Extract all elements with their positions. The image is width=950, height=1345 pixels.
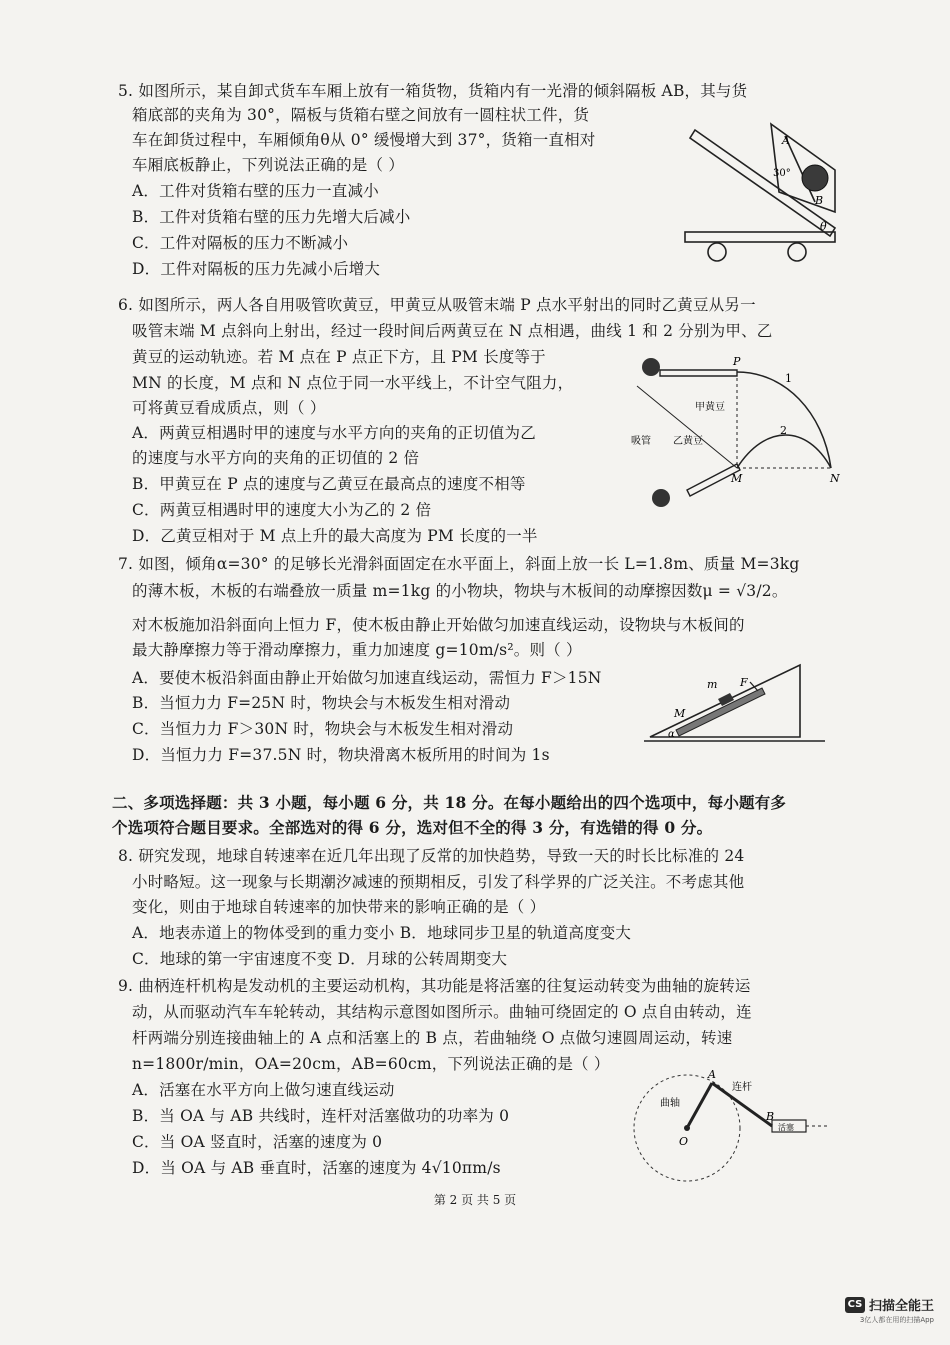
q7-line-1: 7. 如图，倾角α=30° 的足够长光滑斜面固定在水平面上，斜面上放一长 L=1.8m、质量 M=3kg [118,555,800,573]
label-a: A [708,1068,716,1081]
label-piston: 活塞 [778,1123,794,1132]
truck-wheel-front [708,243,726,261]
cylinder-workpiece [802,165,828,191]
q9-line-3: 杆两端分别连接曲轴上的 A 点和活塞上的 B 点，若曲轴绕 O 点做匀速圆周运动，转速 [132,1029,733,1047]
q6-option-b: B．甲黄豆在 P 点的速度与乙黄豆在最高点的速度不相等 [132,475,526,493]
label-rod: 连杆 [732,1082,752,1093]
q6-line-1: 6. 如图所示，两人各自用吸管吹黄豆，甲黄豆从吸管末端 P 点水平射出的同时乙黄豆从另一 [118,296,756,314]
board-m [676,688,765,736]
label-jia-bean: 甲黄豆 [695,402,725,413]
label-b: B [766,1110,775,1123]
q5-line-4: 车厢底板静止，下列说法正确的是（ ） [132,156,405,174]
q6-option-a: A．两黄豆相遇时甲的速度与水平方向的夹角的正切值为乙 [132,424,536,442]
q8-line-1: 8. 研究发现，地球自转速率在近几年出现了反常的加快趋势，导致一天的时长比标准的 24 [118,847,745,865]
q6-line-5: 可将黄豆看成质点，则（ ） [132,399,326,417]
label-30-deg: 30° [773,168,791,179]
page-footer: 第 2 页 共 5 页 [433,1193,517,1207]
scanner-watermark [845,1295,934,1314]
q9-option-b: B．当 OA 与 AB 共线时，连杆对活塞做功的功率为 0 [132,1107,510,1125]
q8-line-2: 小时略短。这一现象与长期潮汐减速的预期相反，引发了科学界的广泛关注。不考虑其他 [132,873,745,891]
q7-option-d: D．当恒力力 F=37.5N 时，物块滑离木板所用的时间为 1s [132,746,550,764]
cs-logo-icon: CS [845,1297,865,1313]
incline-figure [640,655,830,750]
label-f: F [740,676,748,689]
q6-line-3: 黄豆的运动轨迹。若 M 点在 P 点正下方，且 PM 长度等于 [132,348,546,366]
q9-line-1: 9. 曲柄连杆机构是发动机的主要运动机构，其功能是将活塞的往复运动转变为曲轴的旋转运 [118,977,751,995]
label-crank: 曲轴 [660,1098,680,1109]
q9-line-4: n=1800r/min，OA=20cm，AB=60cm，下列说法正确的是（ ） [132,1055,610,1073]
q6-option-a-cont: 的速度与水平方向的夹角的正切值的 2 倍 [132,449,420,467]
label-alpha: α [668,729,675,740]
trajectory-2 [737,435,831,468]
section-2-heading-1: 二、多项选择题：共 3 小题，每小题 6 分，共 18 分。在每小题给出的四个选项中，每小题有多 [112,793,787,812]
person-yi-head-icon [652,489,670,507]
q7-line-2: 的薄木板，木板的右端叠放一质量 m=1kg 的小物块，物块与木板间的动摩擦因数μ = √3/2。 [132,582,788,600]
label-curve-1: 1 [785,372,792,385]
section-2-heading-2: 个选项符合题目要求。全部选对的得 6 分，选对但不全的得 3 分，有选错的得 0 分。 [112,818,713,837]
q8-options-cd: C．地球的第一宇宙速度不变 D．月球的公转周期变大 [132,950,508,968]
q9-option-a: A．活塞在水平方向上做匀速直线运动 [132,1081,395,1099]
crank-oa [687,1083,712,1128]
q6-option-d: D．乙黄豆相对于 M 点上升的最大高度为 PM 长度的一半 [132,527,538,545]
truck-figure [675,120,850,270]
straw-jia [660,370,737,376]
q7-line-4: 最大静摩擦力等于滑动摩擦力，重力加速度 g=10m/s²。则（ ） [132,641,582,659]
watermark-title: 扫描全能王 [868,1299,934,1314]
q8-options-ab: A．地表赤道上的物体受到的重力变小 B．地球同步卫星的轨道高度变大 [132,924,632,942]
q5-line-2: 箱底部的夹角为 30°，隔板与货箱右壁之间放有一圆柱状工件，货 [132,106,590,124]
q9-option-d: D．当 OA 与 AB 垂直时，活塞的速度为 4√10πm/s [132,1159,501,1177]
label-straw: 吸管 [631,436,651,447]
label-n: N [830,472,840,485]
q7-option-b: B．当恒力力 F=25N 时，物块会与木板发生相对滑动 [132,694,511,712]
q7-option-a: A．要使木板沿斜面由静止开始做匀加速直线运动，需恒力 F＞15N [132,669,602,687]
q5-option-c: C．工件对隔板的压力不断减小 [132,234,349,252]
pointer-straw [637,386,737,468]
trajectory-1 [737,372,831,468]
label-small-m: m [707,678,718,691]
truck-wheel-rear [788,243,806,261]
q5-line-3: 车在卸货过程中，车厢倾角θ从 0° 缓慢增大到 37°，货箱一直相对 [132,131,596,149]
beans-figure [625,352,855,522]
q8-line-3: 变化，则由于地球自转速率的加快带来的影响正确的是（ ） [132,898,546,916]
q5-line-1: 5. 如图所示，某自卸式货车车厢上放有一箱货物，货箱内有一光滑的倾斜隔板 AB，其与货 [118,82,748,100]
label-b: B [815,194,824,207]
truck-bed [685,232,835,242]
person-jia-head-icon [642,358,660,376]
label-big-m: M [674,707,686,720]
pivot-o [684,1125,690,1131]
label-a: A [782,134,790,147]
q9-option-c: C．当 OA 竖直时，活塞的速度为 0 [132,1133,383,1151]
q6-line-2: 吸管末端 M 点斜向上射出，经过一段时间后两黄豆在 N 点相遇，曲线 1 和 2 分别为甲、乙 [132,322,773,340]
crank-figure [632,1068,832,1193]
q7-option-c: C．当恒力力 F＞30N 时，物块会与木板发生相对滑动 [132,720,514,738]
q5-option-a: A．工件对货箱右壁的压力一直减小 [132,182,379,200]
q6-option-c: C．两黄豆相遇时甲的速度大小为乙的 2 倍 [132,501,432,519]
label-curve-2: 2 [780,424,787,437]
q6-line-4: MN 的长度，M 点和 N 点位于同一水平线上，不计空气阻力， [132,374,574,392]
label-theta: θ [820,220,827,233]
watermark-subtitle: 3亿人都在用的扫描App [859,1316,934,1324]
q9-line-2: 动，从而驱动汽车车轮转动，其结构示意图如图所示。曲轴可绕固定的 O 点自由转动，连 [132,1003,752,1021]
label-o: O [679,1135,689,1148]
q5-option-b: B．工件对货箱右壁的压力先增大后减小 [132,208,411,226]
q5-option-d: D．工件对隔板的压力先减小后增大 [132,260,381,278]
label-yi-bean: 乙黄豆 [673,436,703,447]
q7-line-3: 对木板施加沿斜面向上恒力 F，使木板由静止开始做匀加速直线运动，设物块与木板间的 [132,616,745,634]
label-m: M [731,472,743,485]
label-p: P [733,355,741,368]
